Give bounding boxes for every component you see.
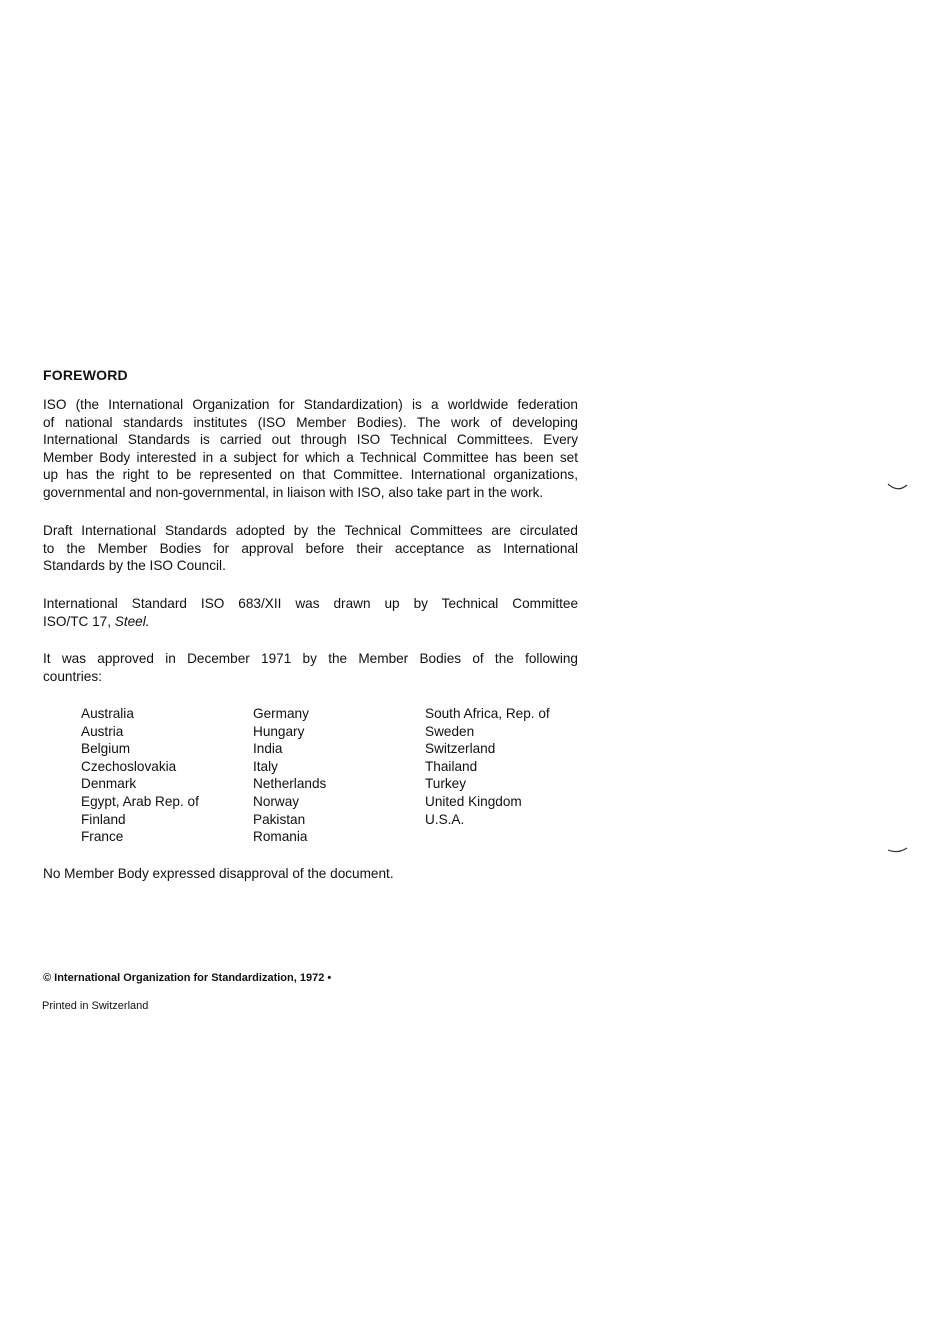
paragraph-line: countries: xyxy=(43,668,102,684)
country-item: Romania xyxy=(253,829,308,845)
country-item: Germany xyxy=(253,706,309,721)
country-item: Norway xyxy=(253,793,300,809)
paragraph-line: Member Body interested in a subject for which a Technical Committee has been set xyxy=(43,449,578,465)
paragraph-line: International Standards is carried out through ISO Technical Committees. Every xyxy=(43,432,578,448)
paragraph-line: of national standards institutes (ISO Member Bodies). The work of developing xyxy=(43,414,578,430)
committee-title: Steel. xyxy=(114,613,150,629)
foreword-paragraph-1 xyxy=(43,396,578,502)
country-item: Australia xyxy=(81,706,134,721)
paragraph-line: Draft International Standards adopted by the Technical Committees are circulated xyxy=(43,523,578,538)
closing-statement: No Member Body expressed disapproval of the document. xyxy=(43,866,394,881)
country-item: Egypt, Arab Rep. of xyxy=(81,793,199,809)
printed-location: Printed in Switzerland xyxy=(42,1000,149,1012)
country-item: Turkey xyxy=(425,776,467,792)
country-item: Austria xyxy=(81,723,124,739)
country-list-column-1 xyxy=(81,705,199,846)
copyright-notice: © International Organization for Standardization, 1972 • xyxy=(43,972,332,984)
paragraph-line: It was approved in December 1971 by the Member Bodies of the following xyxy=(43,651,578,666)
country-item: Czechoslovakia xyxy=(81,758,177,774)
paragraph-line: ISO (the International Organization for Standardization) is a worldwide federation xyxy=(43,397,578,412)
scan-margin-mark xyxy=(886,841,910,855)
country-item: United Kingdom xyxy=(425,793,522,809)
country-item: Switzerland xyxy=(425,741,496,757)
paragraph-line: to the Member Bodies for approval before their acceptance as International xyxy=(43,540,578,556)
country-item: Denmark xyxy=(81,776,137,792)
country-item: U.S.A. xyxy=(425,811,465,827)
paragraph-line: up has the right to be represented on that Committee. International organizations, xyxy=(43,467,578,483)
country-item: Sweden xyxy=(425,723,475,739)
foreword-paragraph-4 xyxy=(43,650,578,685)
scan-margin-mark xyxy=(886,481,910,493)
country-item: Belgium xyxy=(81,741,131,757)
country-item: Finland xyxy=(81,811,126,827)
country-item: South Africa, Rep. of xyxy=(425,706,550,721)
foreword-paragraph-2 xyxy=(43,522,578,575)
country-item: Hungary xyxy=(253,723,305,739)
paragraph-line: governmental and non-governmental, in liaison with ISO, also take part in the work. xyxy=(43,484,544,500)
foreword-paragraph-3 xyxy=(43,595,578,630)
paragraph-line: Standards by the ISO Council. xyxy=(43,558,226,574)
country-item: India xyxy=(253,741,283,757)
country-list-column-3 xyxy=(425,705,550,828)
country-item: France xyxy=(81,829,124,845)
committee-reference: ISO/TC 17, xyxy=(43,613,115,629)
country-item: Pakistan xyxy=(253,811,306,827)
country-item: Italy xyxy=(253,758,278,774)
foreword-heading: FOREWORD xyxy=(43,367,128,383)
country-list-column-2 xyxy=(253,705,326,846)
country-item: Thailand xyxy=(425,758,478,774)
country-item: Netherlands xyxy=(253,776,327,792)
paragraph-line xyxy=(43,613,578,631)
paragraph-line: International Standard ISO 683/XII was drawn up by Technical Committee xyxy=(43,596,578,611)
